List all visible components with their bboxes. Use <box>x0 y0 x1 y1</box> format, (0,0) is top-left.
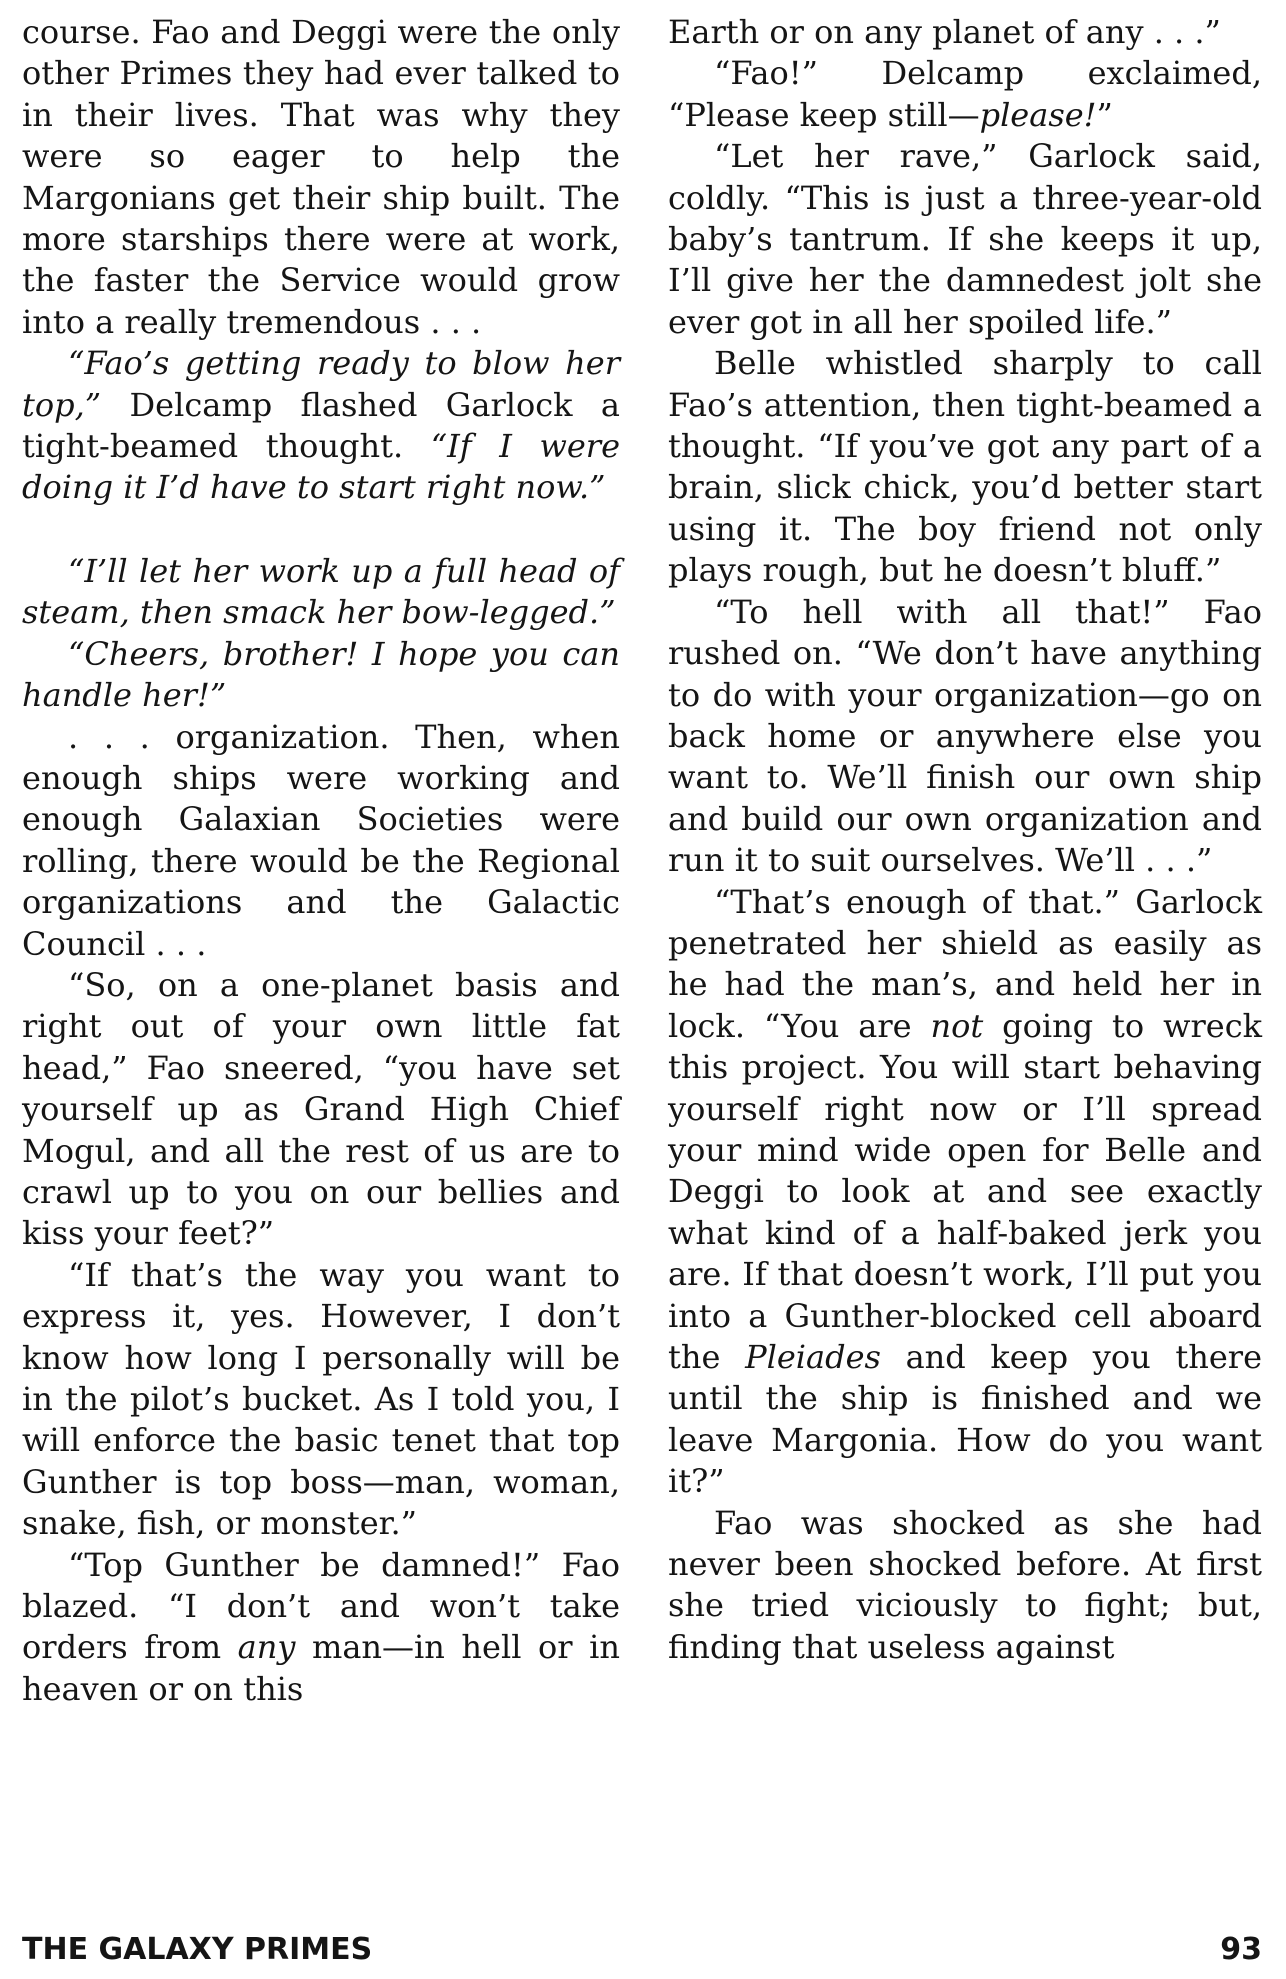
paragraph <box>668 882 1262 1503</box>
page-number: 93 <box>1220 1932 1262 1967</box>
italic-text: please! <box>979 95 1097 134</box>
text-span: and keep you there until the ship is finished and we leave Margonia. How do you want it?” <box>668 1338 1263 1501</box>
running-title: THE GALAXY PRIMES <box>22 1932 373 1967</box>
italic-text: “Cheers, brother! I hope you can handle her!” <box>22 634 620 715</box>
text-span: going to wreck this project. You will start behaving yourself right now or I’ll spread your mind wide open for Belle and Deggi to look at and see exactly what kind of a half-baked jerk you are. If that doesn’t work, I’ll put you into a Gunther-blocked cell aboard the <box>668 1006 1263 1376</box>
text-span: “Fao!” Delcamp exclaimed, “Please keep still— <box>668 54 1262 134</box>
text-span: “Top Gunther be damned!” Fao blazed. “I don’t and won’t take orders from <box>22 1545 620 1667</box>
text-span: “That’s enough of that.” Garlock penetrated her shield as easily as he had the man’s, and held her in lock. “You are <box>668 882 1262 1045</box>
paragraph: “Let her rave,” Garlock said, coldly. “This is just a three-year-old baby’s tantrum. If she keeps it up, I’ll give her the damnedest jolt she ever got in all her spoiled life.” <box>668 137 1262 341</box>
paragraph: “If that’s the way you want to express it, yes. However, I don’t know how long I personally will be in the pilot’s bucket. As I told you, I will enforce the basic tenet that top Gunther is top boss—man, woman, snake, fish, or monster.” <box>22 1255 620 1543</box>
paragraph: . . . organization. Then, when enough ships were working and enough Galaxian Societies were rolling, there would be the Regional organizations and the Galactic Council . . . <box>22 717 620 963</box>
paragraph: course. Fao and Deggi were the only other Primes they had ever talked to in their lives. That was why they were so eager to help the Margonians get their ship built. The more starships there were at work, the faster the Service would grow into a really tremendous . . . <box>22 13 620 341</box>
paragraph <box>22 343 620 509</box>
italic-text: “Fao’s getting ready to blow her top,” <box>22 344 620 424</box>
right-column <box>668 12 1262 1668</box>
paragraph: Fao was shocked as she had never been shocked before. At first she tried viciously to fight; but, finding that useless against <box>668 1503 1262 1666</box>
paragraph <box>668 53 1262 136</box>
text-span: Delcamp flashed Garlock a tight-beamed thought. <box>22 385 620 466</box>
paragraph: “To hell with all that!” Fao rushed on. “We don’t have anything to do with your organization—go on back home or anywhere else you want to. We’ll finish our own ship and build our own organization and run it to suit ourselves. We’ll . . .” <box>668 592 1262 880</box>
paragraph <box>22 551 620 634</box>
paragraph: “So, on a one-planet basis and right out of your own little fat head,” Fao sneered, “you have set yourself up as Grand High Chief Mogul, and all the rest of us are to crawl up to you on our bellies and kiss your feet?” <box>22 965 620 1253</box>
paragraph: Earth or on any planet of any . . .” <box>668 13 1221 51</box>
paragraph <box>22 1545 620 1711</box>
left-column <box>22 12 620 1710</box>
italic-text: “I’ll let her work up a full head of steam, then smack her bow-legged.” <box>22 551 620 632</box>
text-span: ” <box>1096 95 1113 134</box>
text-span: man—in hell or in heaven or on this <box>22 1628 621 1708</box>
italic-text: Pleiades <box>745 1338 881 1376</box>
italic-text: any <box>237 1628 296 1667</box>
paragraph <box>22 634 620 717</box>
paragraph: Belle whistled sharply to call Fao’s attention, then tight-beamed a thought. “If you’ve got any part of a brain, slick chick, you’d better start using it. The boy friend not only plays rough, but he doesn’t bluff.” <box>668 344 1262 590</box>
italic-text: “If I were doing it I’d have to start right now.” <box>22 427 621 507</box>
italic-text: not <box>930 1006 984 1045</box>
